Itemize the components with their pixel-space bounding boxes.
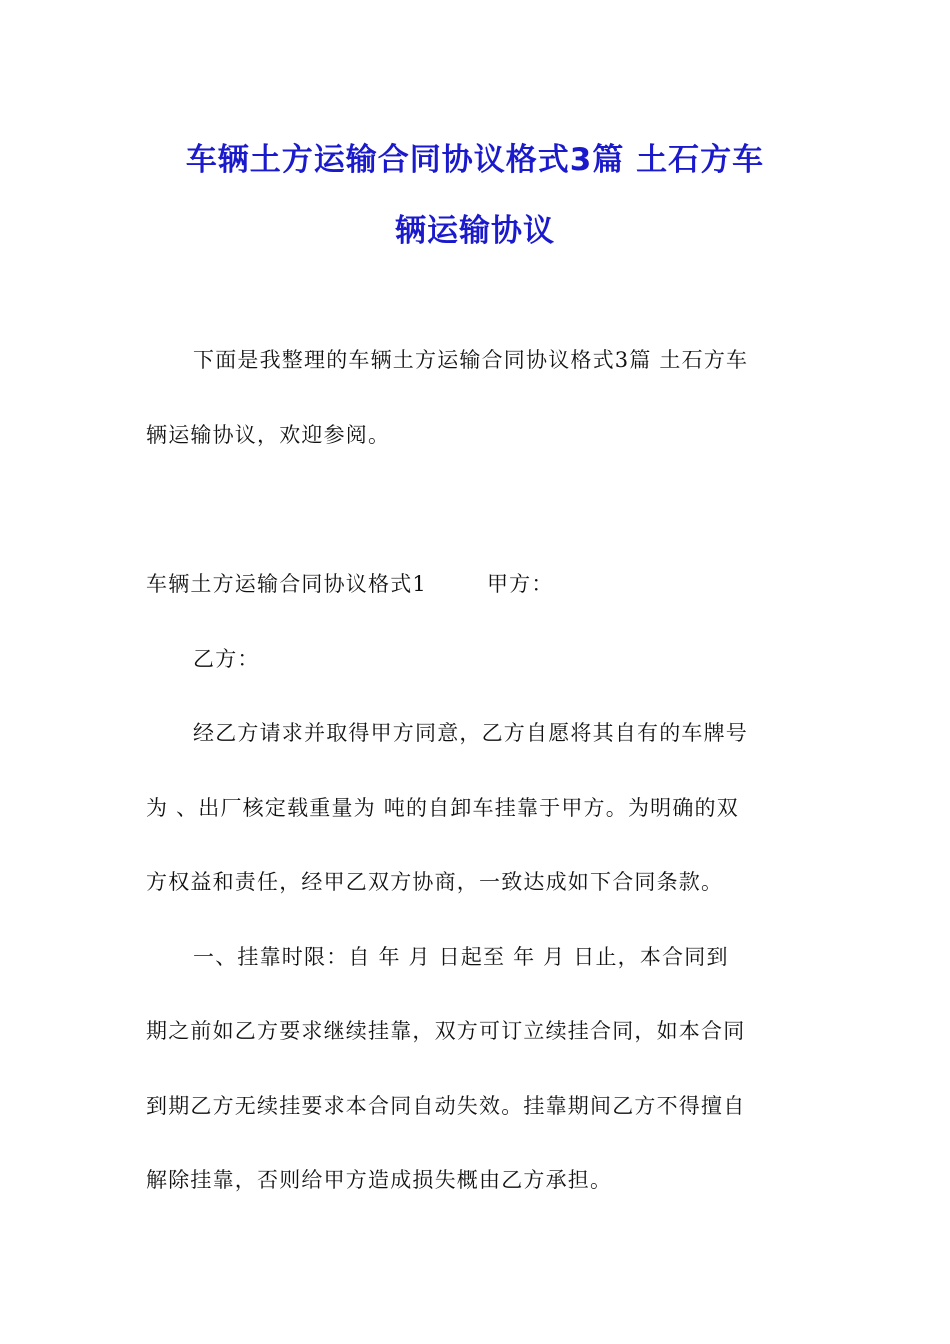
party-b-label: 乙方： <box>193 647 260 671</box>
paragraph-2-line-3: 到期乙方无续挂要求本合同自动失效。挂靠期间乙方不得擅自 <box>146 1094 746 1118</box>
intro-line-1: 下面是我整理的车辆土方运输合同协议格式3篇 土石方车 <box>193 348 749 372</box>
paragraph-2-line-4: 解除挂靠，否则给甲方造成损失概由乙方承担。 <box>146 1168 613 1192</box>
paragraph-2-line-1: 一、挂靠时限：自 年 月 日起至 年 月 日止，本合同到 <box>193 945 729 969</box>
document-title-line-1: 车辆土方运输合同协议格式3篇 土石方车 <box>185 142 765 178</box>
paragraph-1-line-2: 为 、出厂核定载重量为 吨的自卸车挂靠于甲方。为明确的双 <box>146 796 739 820</box>
document-title-line-2: 辆运输协议 <box>395 213 555 249</box>
paragraph-1-line-1: 经乙方请求并取得甲方同意，乙方自愿将其自有的车牌号 <box>193 721 748 745</box>
paragraph-2-line-2: 期之前如乙方要求继续挂靠，双方可订立续挂合同，如本合同 <box>146 1019 746 1043</box>
section-heading-row <box>146 569 806 599</box>
section-1-heading: 车辆土方运输合同协议格式1 <box>146 572 427 596</box>
paragraph-1-line-3: 方权益和责任，经甲乙双方协商，一致达成如下合同条款。 <box>146 870 724 894</box>
party-a-label: 甲方： <box>486 572 554 596</box>
intro-line-2: 辆运输协议，欢迎参阅。 <box>146 423 391 447</box>
